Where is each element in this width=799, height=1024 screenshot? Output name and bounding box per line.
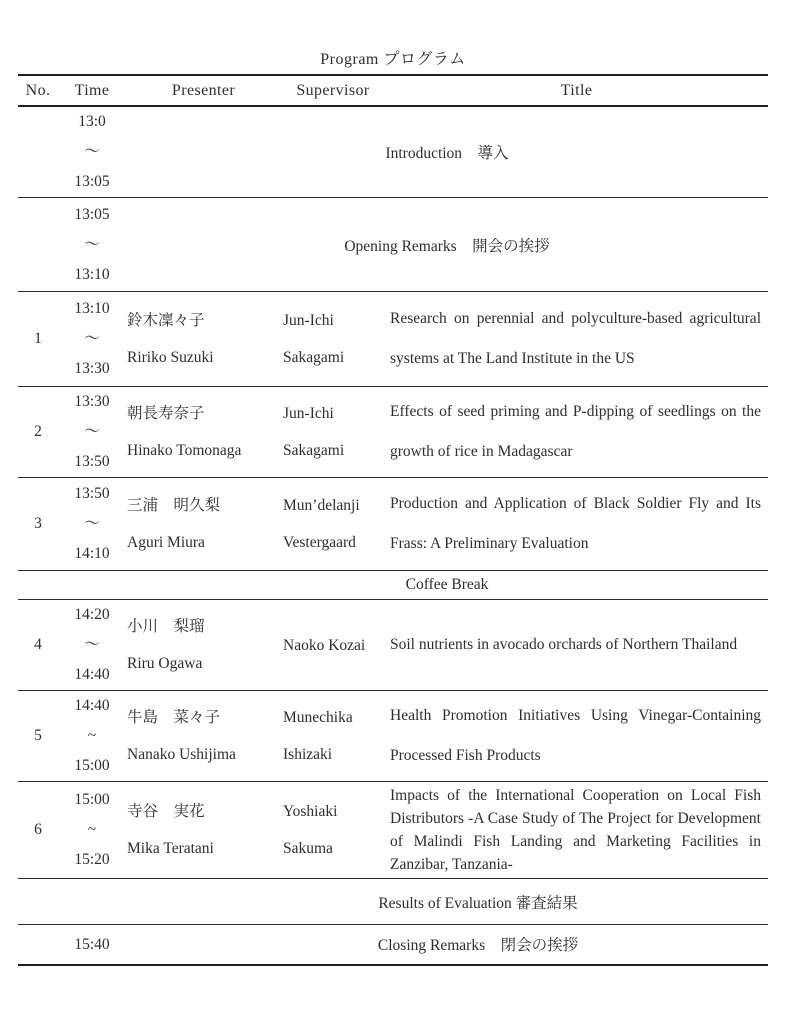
time-end: 14:10 [74, 545, 110, 562]
talk-row-1 [18, 292, 768, 387]
session-row-coffee-break [18, 571, 768, 600]
time-end: 13:05 [74, 173, 110, 190]
presenter-name-ja: 鈴木凜々子 [127, 312, 205, 329]
talk-row-6 [18, 782, 768, 879]
time-separator: 〜 [84, 423, 100, 440]
no-cell: 4 [34, 636, 42, 653]
supervisor-last-name: Sakagami [283, 442, 345, 459]
time-separator: ~ [87, 821, 97, 838]
program-table [18, 74, 768, 966]
presenter-cell [126, 387, 281, 478]
supervisor-cell [281, 387, 385, 478]
talk-title: Soil nutrients in avocado orchards of Northern Thailand [390, 636, 738, 653]
no-cell: 2 [34, 423, 42, 440]
talk-row-4 [18, 600, 768, 691]
supervisor-cell [281, 478, 385, 571]
time-end: 13:10 [74, 265, 110, 283]
time-start: 13:10 [74, 300, 110, 317]
time-start: 14:40 [74, 697, 110, 714]
presenter-name-en: Ririko Suzuki [127, 349, 214, 366]
session-row-opening-remarks [18, 198, 768, 292]
supervisor-full-name: Naoko Kozai [283, 636, 366, 654]
time-separator: 〜 [84, 330, 100, 347]
page-title: Program プログラム [320, 51, 466, 68]
time-cell [58, 292, 126, 387]
time-start: 13:50 [74, 485, 110, 502]
session-label: Opening Remarks 開会の挨拶 [344, 237, 550, 255]
supervisor-last-name: Sakagami [283, 349, 345, 366]
time-cell [58, 478, 126, 571]
supervisor-cell [281, 691, 385, 782]
presenter-cell [126, 600, 281, 691]
time-end: 15:20 [74, 851, 110, 868]
time-cell [58, 198, 126, 292]
time-cell [58, 106, 126, 198]
no-cell [18, 571, 58, 600]
presenter-cell [126, 478, 281, 571]
presenter-name-ja: 寺谷 実花 [127, 803, 205, 820]
session-label: Closing Remarks 閉会の挨拶 [377, 937, 579, 955]
session-label: Introduction 導入 [385, 145, 509, 162]
presenter-name-en: Mika Teratani [127, 840, 214, 857]
presenter-cell [126, 782, 281, 879]
session-label: Coffee Break [405, 576, 489, 593]
presenter-name-ja: 朝長寿奈子 [127, 405, 205, 422]
header-no: No. [25, 81, 51, 99]
session-row-closing-remarks [18, 925, 768, 965]
no-cell: 5 [34, 727, 42, 744]
talk-title: Impacts of the International Cooperation on Local Fish Distributors -A Case Study of The Project for Development of Malindi Fish Landing and Marketing Facilities in Zanzibar, Tanzania- [390, 787, 761, 873]
time-cell [58, 387, 126, 478]
presenter-cell [126, 292, 281, 387]
time-start: 13:05 [74, 205, 110, 223]
presenter-name-ja: 小川 梨瑠 [127, 618, 205, 635]
time-cell [58, 600, 126, 691]
time-cell [58, 879, 126, 925]
no-cell: 3 [34, 515, 42, 532]
time-end: 14:40 [74, 666, 110, 683]
talk-row-3 [18, 478, 768, 571]
supervisor-first-name: Mun’delanji [283, 497, 360, 514]
supervisor-first-name: Munechika [283, 709, 353, 726]
supervisor-first-name: Jun-Ichi [283, 312, 334, 329]
time-start: 14:20 [74, 606, 110, 623]
time-end: 15:00 [74, 757, 110, 774]
time-end: 13:50 [74, 453, 110, 470]
header-supervisor: Supervisor [296, 81, 370, 99]
presenter-name-en: Aguri Miura [127, 534, 205, 551]
talk-title: Production and Application of Black Soldier Fly and Its Frass: A Preliminary Evaluation [390, 495, 761, 552]
header-time: Time [74, 81, 110, 99]
time-start: 13:0 [78, 113, 106, 130]
presenter-name-en: Riru Ogawa [127, 655, 203, 672]
time-separator: ~ [87, 727, 97, 744]
no-cell: 6 [34, 821, 42, 838]
supervisor-last-name: Sakuma [283, 840, 333, 857]
no-cell: 1 [34, 330, 42, 347]
no-cell [18, 925, 58, 965]
talk-title: Research on perennial and polyculture-based agricultural systems at The Land Institute in the US [390, 310, 761, 367]
time-start: 13:30 [74, 393, 110, 410]
no-cell [18, 106, 58, 198]
session-row-results-of-evaluation [18, 879, 768, 925]
header-title: Title [560, 81, 593, 99]
supervisor-last-name: Ishizaki [283, 746, 333, 763]
time-cell [58, 925, 126, 965]
time-cell [58, 782, 126, 879]
supervisor-cell [281, 782, 385, 879]
supervisor-cell [281, 600, 385, 691]
presenter-cell [126, 691, 281, 782]
presenter-name-en: Nanako Ushijima [127, 746, 236, 763]
time-cell [58, 691, 126, 782]
no-cell [18, 198, 58, 292]
session-label: Results of Evaluation 審査結果 [378, 894, 578, 912]
time-start: 15:00 [74, 791, 110, 808]
no-cell [18, 879, 58, 925]
time-start: 15:40 [74, 935, 110, 953]
talk-title: Health Promotion Initiatives Using Vinegar-Containing Processed Fish Products [390, 707, 761, 764]
table-header-row [18, 75, 768, 106]
session-row-introduction [18, 106, 768, 198]
presenter-name-ja: 牛島 菜々子 [127, 709, 221, 726]
presenter-name-ja: 三浦 明久梨 [127, 497, 221, 514]
time-separator: 〜 [84, 636, 100, 653]
supervisor-first-name: Jun-Ichi [283, 405, 334, 422]
supervisor-cell [281, 292, 385, 387]
presenter-name-en: Hinako Tomonaga [127, 442, 242, 459]
talk-title: Effects of seed priming and P-dipping of seedlings on the growth of rice in Madagascar [390, 403, 761, 460]
time-separator: 〜 [84, 143, 100, 160]
talk-row-2 [18, 387, 768, 478]
supervisor-first-name: Yoshiaki [283, 803, 338, 820]
header-presenter: Presenter [171, 81, 236, 99]
time-cell [58, 571, 126, 600]
talk-row-5 [18, 691, 768, 782]
time-separator: 〜 [84, 235, 100, 253]
time-end: 13:30 [74, 360, 110, 377]
time-separator: 〜 [84, 515, 100, 532]
supervisor-last-name: Vestergaard [283, 534, 356, 551]
